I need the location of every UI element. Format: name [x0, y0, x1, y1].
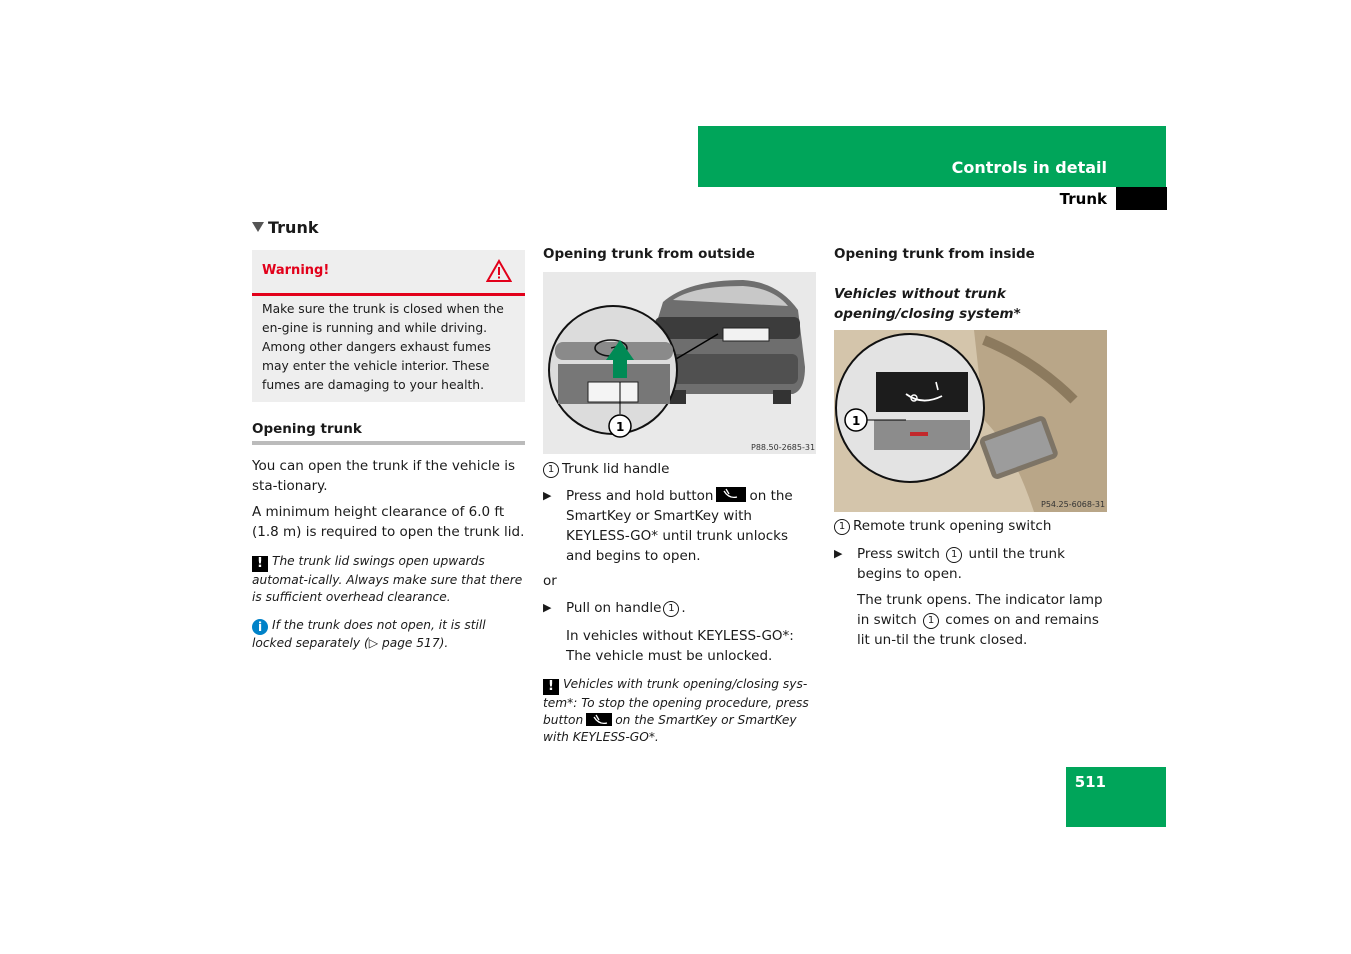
bullet-triangle-icon: ▶: [834, 547, 843, 560]
figure-code-1: P88.50-2685-31: [751, 443, 816, 452]
trunk-button-icon: [586, 713, 612, 726]
header-bar: [698, 126, 1166, 187]
outside-legend: 1 Trunk lid handle: [543, 459, 819, 479]
warning-box: [252, 250, 525, 402]
inside-heading: Opening trunk from inside: [834, 246, 1035, 262]
warning-label: Warning!: [262, 263, 330, 278]
trunk-interior-figure: [834, 330, 1107, 512]
opening-trunk-heading: Opening trunk: [252, 421, 525, 445]
inside-legend: 1 Remote trunk opening switch: [834, 516, 1110, 536]
outside-step-2-note: In vehicles without KEYLESS-GO*: The vehicle must be unlocked.: [566, 628, 794, 664]
warning-header: [252, 250, 525, 296]
exclamation-icon: !: [252, 556, 268, 572]
figure-code-2: P54.25-6068-31: [1041, 500, 1106, 509]
callout-1: 1: [543, 462, 559, 478]
info-icon: i: [252, 619, 268, 635]
outside-note-caution: ! Vehicles with trunk opening/closing sys-tem*: To stop the opening procedure, press button on the SmartKey or SmartKey with KEYLESS-GO*.: [543, 677, 809, 744]
col1-paragraph-1: You can open the trunk if the vehicle is sta-tionary.: [252, 458, 515, 494]
section-triangle-icon: [252, 222, 264, 232]
svg-text:1: 1: [852, 414, 861, 428]
inside-result: The trunk opens. The indicator lamp in switch 1 comes on and remains lit un-til the trunk closed.: [857, 592, 1103, 648]
warning-triangle-icon: [486, 259, 512, 283]
page-number: 511: [1074, 773, 1106, 791]
col1-note-info: i If the trunk does not open, it is still locked separately (▷ page 517).: [252, 618, 486, 650]
door-switch-illustration: [834, 330, 1107, 512]
warning-text: Make sure the trunk is closed when the en-gine is running and while driving. Among other dangers exhaust fumes may enter the vehicle interior. These fumes are damaging to your health.: [262, 302, 504, 392]
svg-text:1: 1: [616, 420, 625, 434]
bullet-triangle-icon: ▶: [543, 601, 552, 614]
callout-1: 1: [834, 519, 850, 535]
callout-1: 1: [946, 547, 962, 563]
outside-heading: Opening trunk from outside: [543, 246, 755, 262]
callout-1: 1: [923, 613, 939, 629]
header-title: Controls in detail: [951, 158, 1107, 177]
bullet-triangle-icon: ▶: [543, 489, 552, 502]
trunk-button-icon: [716, 487, 746, 502]
or-text: or: [543, 573, 557, 589]
outside-step-1: ▶ Press and hold button on the SmartKey or SmartKey with KEYLESS-GO* until trunk unlocks and begins to open.: [543, 488, 793, 564]
inside-subheading: Vehicles without trunk opening/closing system*: [834, 286, 1021, 322]
header-subtitle: Trunk: [1059, 190, 1107, 208]
col1-note-caution: ! The trunk lid swings open upwards automat-ically. Always make sure that there is sufficient overhead clearance.: [252, 554, 523, 604]
car-rear-illustration: [543, 272, 816, 454]
header-marker: [1116, 187, 1167, 210]
col1-paragraph-2: A minimum height clearance of 6.0 ft (1.8 m) is required to open the trunk lid.: [252, 504, 525, 540]
section-title: Trunk: [252, 218, 318, 237]
callout-1: 1: [663, 601, 679, 617]
trunk-exterior-figure: [543, 272, 816, 454]
exclamation-icon: !: [543, 679, 559, 695]
